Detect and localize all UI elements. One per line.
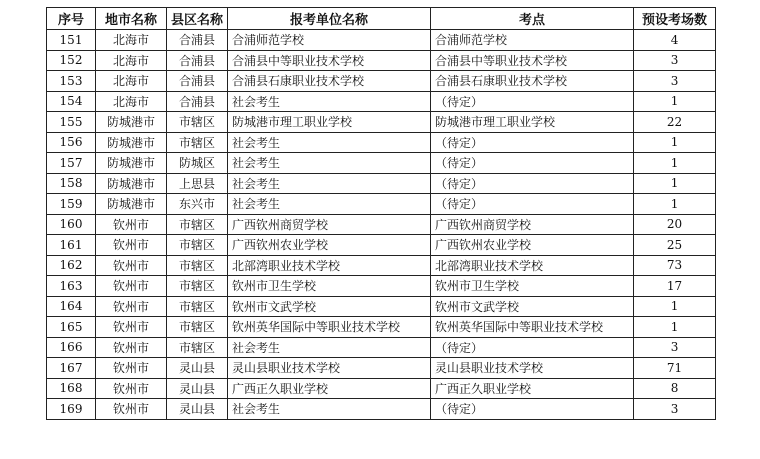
city-name-cell: 北海市: [96, 91, 167, 112]
room-count-cell: 8: [634, 378, 716, 399]
exam-site-cell: 广西正久职业学校: [431, 378, 634, 399]
exam-site-cell: 灵山县职业技术学校: [431, 358, 634, 379]
room-count-cell: 73: [634, 255, 716, 276]
serial-number-cell: 169: [47, 399, 96, 420]
city-name-cell: 钦州市: [96, 214, 167, 235]
room-count-cell: 4: [634, 30, 716, 51]
serial-number-cell: 158: [47, 173, 96, 194]
county-name-cell: 市辖区: [167, 132, 228, 153]
registration-unit-cell: 合浦县石康职业技术学校: [228, 71, 431, 92]
room-count-cell: 25: [634, 235, 716, 256]
exam-site-cell: 合浦县中等职业技术学校: [431, 50, 634, 71]
county-name-cell: 灵山县: [167, 378, 228, 399]
registration-unit-cell: 防城港市理工职业学校: [228, 112, 431, 133]
county-name-cell: 市辖区: [167, 337, 228, 358]
table-row: [47, 71, 716, 92]
room-count-cell: 1: [634, 132, 716, 153]
county-name-cell: 市辖区: [167, 255, 228, 276]
registration-unit-cell: 社会考生: [228, 173, 431, 194]
registration-unit-cell: 广西钦州商贸学校: [228, 214, 431, 235]
room-count-cell: 17: [634, 276, 716, 297]
serial-number-cell: 155: [47, 112, 96, 133]
exam-site-cell: 广西钦州农业学校: [431, 235, 634, 256]
header-serial-number: 序号: [47, 8, 96, 30]
serial-number-cell: 156: [47, 132, 96, 153]
serial-number-cell: 162: [47, 255, 96, 276]
header-exam-site: 考点: [431, 8, 634, 30]
header-room-count: 预设考场数: [634, 8, 716, 30]
city-name-cell: 北海市: [96, 50, 167, 71]
county-name-cell: 市辖区: [167, 276, 228, 297]
county-name-cell: 防城区: [167, 153, 228, 174]
exam-site-cell: 钦州市文武学校: [431, 296, 634, 317]
registration-unit-cell: 钦州市文武学校: [228, 296, 431, 317]
serial-number-cell: 163: [47, 276, 96, 297]
serial-number-cell: 159: [47, 194, 96, 215]
serial-number-cell: 160: [47, 214, 96, 235]
county-name-cell: 市辖区: [167, 296, 228, 317]
exam-site-cell: 广西钦州商贸学校: [431, 214, 634, 235]
serial-number-cell: 157: [47, 153, 96, 174]
exam-site-cell: （待定）: [431, 153, 634, 174]
city-name-cell: 防城港市: [96, 194, 167, 215]
exam-site-cell: 钦州市卫生学校: [431, 276, 634, 297]
serial-number-cell: 164: [47, 296, 96, 317]
table-header-row: [47, 8, 716, 30]
exam-site-cell: 北部湾职业技术学校: [431, 255, 634, 276]
table-row: [47, 276, 716, 297]
county-name-cell: 灵山县: [167, 399, 228, 420]
exam-site-cell: （待定）: [431, 194, 634, 215]
table-row: [47, 132, 716, 153]
exam-site-cell: 防城港市理工职业学校: [431, 112, 634, 133]
table-row: [47, 358, 716, 379]
room-count-cell: 3: [634, 337, 716, 358]
county-name-cell: 市辖区: [167, 317, 228, 338]
county-name-cell: 上思县: [167, 173, 228, 194]
room-count-cell: 1: [634, 317, 716, 338]
registration-unit-cell: 钦州市卫生学校: [228, 276, 431, 297]
exam-site-cell: 合浦师范学校: [431, 30, 634, 51]
registration-unit-cell: 广西钦州农业学校: [228, 235, 431, 256]
city-name-cell: 防城港市: [96, 173, 167, 194]
header-county-name: 县区名称: [167, 8, 228, 30]
room-count-cell: 1: [634, 296, 716, 317]
room-count-cell: 22: [634, 112, 716, 133]
exam-site-cell: （待定）: [431, 399, 634, 420]
registration-unit-cell: 灵山县职业技术学校: [228, 358, 431, 379]
serial-number-cell: 153: [47, 71, 96, 92]
table-row: [47, 91, 716, 112]
table-row: [47, 317, 716, 338]
exam-site-cell: （待定）: [431, 337, 634, 358]
serial-number-cell: 167: [47, 358, 96, 379]
city-name-cell: 钦州市: [96, 337, 167, 358]
city-name-cell: 北海市: [96, 30, 167, 51]
city-name-cell: 防城港市: [96, 153, 167, 174]
table-row: [47, 399, 716, 420]
exam-site-cell: （待定）: [431, 173, 634, 194]
serial-number-cell: 165: [47, 317, 96, 338]
room-count-cell: 1: [634, 194, 716, 215]
table-row: [47, 296, 716, 317]
header-registration-unit: 报考单位名称: [228, 8, 431, 30]
table-row: [47, 255, 716, 276]
registration-unit-cell: 社会考生: [228, 399, 431, 420]
county-name-cell: 合浦县: [167, 71, 228, 92]
registration-unit-cell: 钦州英华国际中等职业技术学校: [228, 317, 431, 338]
city-name-cell: 钦州市: [96, 296, 167, 317]
serial-number-cell: 161: [47, 235, 96, 256]
serial-number-cell: 154: [47, 91, 96, 112]
registration-unit-cell: 社会考生: [228, 91, 431, 112]
table-row: [47, 194, 716, 215]
registration-unit-cell: 社会考生: [228, 337, 431, 358]
county-name-cell: 合浦县: [167, 30, 228, 51]
county-name-cell: 市辖区: [167, 235, 228, 256]
county-name-cell: 灵山县: [167, 358, 228, 379]
room-count-cell: 3: [634, 399, 716, 420]
registration-unit-cell: 合浦县中等职业技术学校: [228, 50, 431, 71]
exam-room-table: [46, 7, 716, 420]
serial-number-cell: 152: [47, 50, 96, 71]
city-name-cell: 防城港市: [96, 132, 167, 153]
table-row: [47, 30, 716, 51]
county-name-cell: 合浦县: [167, 91, 228, 112]
room-count-cell: 20: [634, 214, 716, 235]
exam-site-cell: （待定）: [431, 91, 634, 112]
table-row: [47, 173, 716, 194]
room-count-cell: 1: [634, 173, 716, 194]
room-count-cell: 3: [634, 50, 716, 71]
registration-unit-cell: 北部湾职业技术学校: [228, 255, 431, 276]
room-count-cell: 1: [634, 91, 716, 112]
table-row: [47, 153, 716, 174]
table-row: [47, 214, 716, 235]
table-row: [47, 235, 716, 256]
registration-unit-cell: 社会考生: [228, 132, 431, 153]
table-body: [47, 30, 716, 420]
room-count-cell: 71: [634, 358, 716, 379]
city-name-cell: 钦州市: [96, 255, 167, 276]
serial-number-cell: 166: [47, 337, 96, 358]
city-name-cell: 钦州市: [96, 276, 167, 297]
header-city-name: 地市名称: [96, 8, 167, 30]
city-name-cell: 防城港市: [96, 112, 167, 133]
table-row: [47, 378, 716, 399]
city-name-cell: 钦州市: [96, 399, 167, 420]
registration-unit-cell: 广西正久职业学校: [228, 378, 431, 399]
county-name-cell: 东兴市: [167, 194, 228, 215]
exam-site-cell: 合浦县石康职业技术学校: [431, 71, 634, 92]
room-count-cell: 3: [634, 71, 716, 92]
city-name-cell: 钦州市: [96, 317, 167, 338]
registration-unit-cell: 社会考生: [228, 194, 431, 215]
exam-site-cell: 钦州英华国际中等职业技术学校: [431, 317, 634, 338]
county-name-cell: 合浦县: [167, 50, 228, 71]
table-row: [47, 112, 716, 133]
room-count-cell: 1: [634, 153, 716, 174]
county-name-cell: 市辖区: [167, 112, 228, 133]
table-row: [47, 50, 716, 71]
table-row: [47, 337, 716, 358]
city-name-cell: 钦州市: [96, 235, 167, 256]
exam-site-cell: （待定）: [431, 132, 634, 153]
county-name-cell: 市辖区: [167, 214, 228, 235]
city-name-cell: 钦州市: [96, 378, 167, 399]
registration-unit-cell: 合浦师范学校: [228, 30, 431, 51]
serial-number-cell: 168: [47, 378, 96, 399]
registration-unit-cell: 社会考生: [228, 153, 431, 174]
city-name-cell: 北海市: [96, 71, 167, 92]
city-name-cell: 钦州市: [96, 358, 167, 379]
serial-number-cell: 151: [47, 30, 96, 51]
